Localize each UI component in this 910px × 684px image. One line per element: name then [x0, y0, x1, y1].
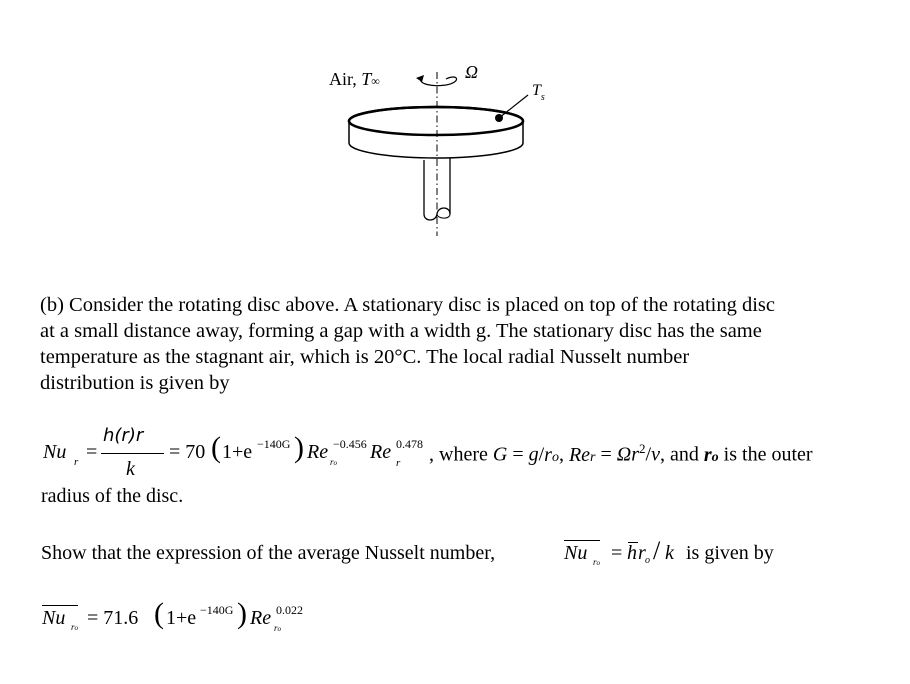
- eq-re1-sub: ro: [330, 457, 338, 467]
- final-lhs: Nu: [42, 607, 66, 629]
- eq-equals: =: [86, 441, 98, 463]
- show-tail: is given by: [686, 542, 774, 564]
- avg-nu-sub: ro: [593, 557, 601, 567]
- avg-equals: =: [611, 542, 623, 564]
- final-overline: [42, 605, 78, 606]
- eq-re2-sub: r: [396, 457, 401, 469]
- paren-open: (: [211, 431, 221, 464]
- omega-label: Ω: [465, 62, 479, 82]
- final-re-sup: 0.022: [276, 603, 303, 617]
- problem-line: at a small distance away, forming a gap with a width g. The stationary disc has the same: [40, 320, 762, 342]
- final-lhs-sub: ro: [71, 622, 79, 632]
- final-re: Re: [250, 607, 272, 629]
- avg-slash: /: [653, 536, 661, 565]
- final-exp: −140G: [200, 603, 234, 617]
- avg-r: r: [638, 542, 646, 564]
- eq-tail: , where G = g/ro, Rer = $\Omega r^2/\nu$, and ro is the outer: [429, 441, 813, 466]
- problem-line: (b) Consider the rotating disc above. A stationary disc is placed on top of the rotating disc: [40, 294, 775, 316]
- show-text: Show that the expression of the average Nusselt number,: [41, 542, 496, 564]
- paren-close: ): [294, 431, 304, 464]
- avg-h: h: [627, 542, 637, 564]
- problem-line: temperature as the stagnant air, which is 20°C. The local radial Nusselt number: [40, 346, 690, 368]
- eq-denominator: k: [126, 458, 135, 480]
- eq-coef: = 70: [169, 441, 206, 463]
- eq-re2: Re: [370, 441, 392, 463]
- eq-lhs-sub: r: [74, 456, 79, 468]
- air-text: Air, T∞: [329, 69, 380, 89]
- eq-re2-sup: 0.478: [396, 437, 423, 451]
- eq-exp: −140G: [257, 437, 291, 451]
- final-re-sub: ro: [274, 623, 282, 633]
- ts-label: $T_s$: [532, 82, 545, 103]
- avg-k: k: [665, 542, 674, 564]
- final-coef: = 71.6: [87, 607, 139, 629]
- eq-re1-sup: −0.456: [333, 437, 367, 451]
- final-one-plus-e: 1+e: [166, 607, 197, 629]
- eq-one-plus-e: 1+e: [222, 441, 253, 463]
- final-paren-close: ): [237, 597, 247, 630]
- eq-continuation: radius of the disc.: [41, 485, 184, 507]
- eq-re1: Re: [307, 441, 329, 463]
- final-paren-open: (: [154, 597, 164, 630]
- avg-nu: Nu: [564, 542, 588, 564]
- eq-lhs: Nu: [43, 441, 67, 463]
- eq-numerator: h(r)r: [103, 425, 144, 446]
- avg-r-sub: o: [645, 555, 650, 566]
- problem-line: distribution is given by: [40, 372, 230, 394]
